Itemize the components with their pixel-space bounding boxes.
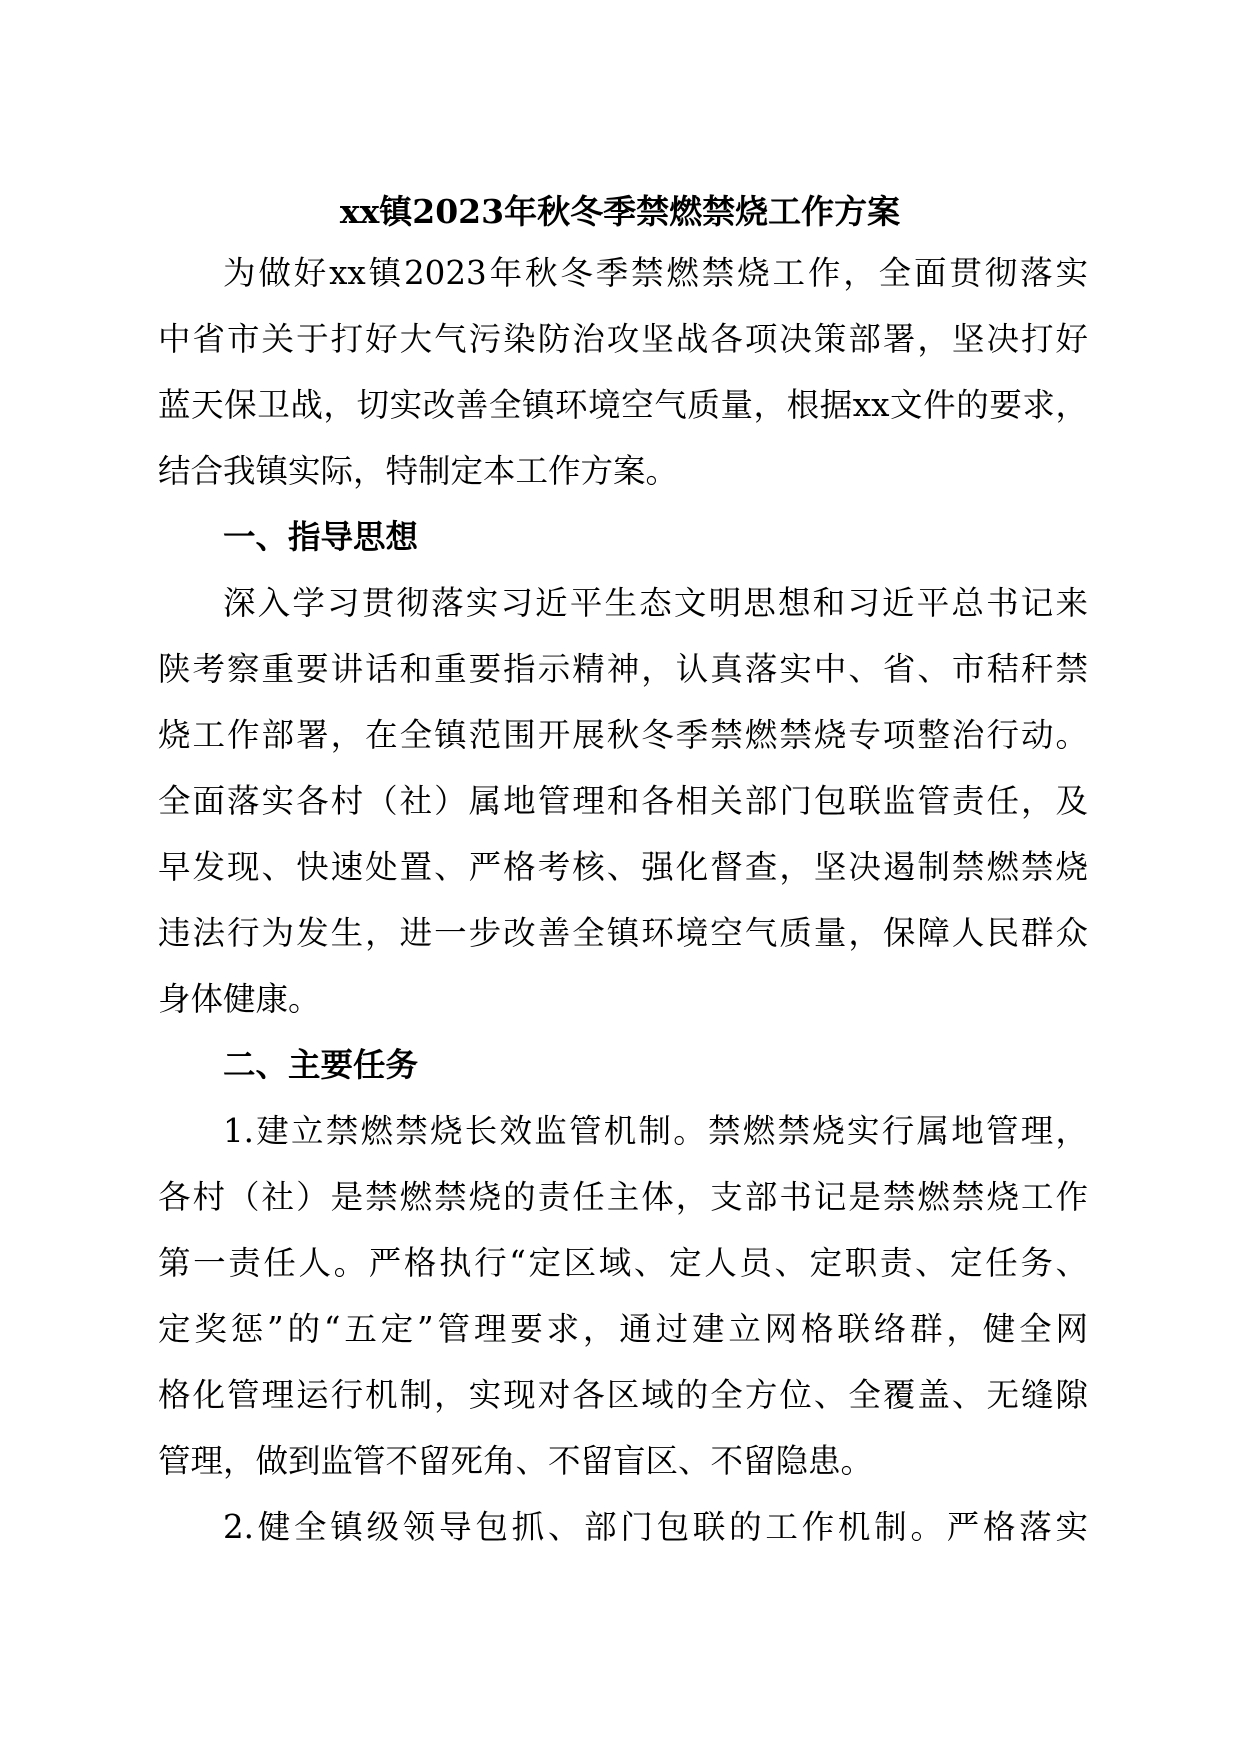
paragraph-line: 1.建立禁燃禁烧长效监管机制。禁燃禁烧实行属地管理， bbox=[223, 1112, 1088, 1150]
paragraph-line: 陕考察重要讲话和重要指示精神，认真落实中、省、市秸秆禁 bbox=[158, 650, 1088, 688]
document-title: xx镇2023年秋冬季禁燃禁烧工作方案 bbox=[339, 192, 901, 231]
paragraph-line: 蓝天保卫战，切实改善全镇环境空气质量，根据xx文件的要求， bbox=[158, 386, 1088, 424]
paragraph-line: 管理，做到监管不留死角、不留盲区、不留隐患。 bbox=[158, 1442, 874, 1480]
paragraph-line: 第一责任人。严格执行“定区域、定人员、定职责、定任务、 bbox=[158, 1244, 1088, 1282]
paragraph-line: 早发现、快速处置、严格考核、强化督查，坚决遏制禁燃禁烧 bbox=[158, 848, 1088, 886]
paragraph-line: 身体健康。 bbox=[158, 980, 321, 1018]
paragraph-line: 为做好xx镇2023年秋冬季禁燃禁烧工作，全面贯彻落实 bbox=[223, 254, 1088, 292]
paragraph-line: 定奖惩”的“五定”管理要求，通过建立网格联络群，健全网 bbox=[158, 1310, 1088, 1348]
paragraph-line: 各村（社）是禁燃禁烧的责任主体，支部书记是禁燃禁烧工作 bbox=[158, 1178, 1088, 1216]
paragraph-line: 格化管理运行机制，实现对各区域的全方位、全覆盖、无缝隙 bbox=[158, 1376, 1088, 1414]
paragraph-line: 违法行为发生，进一步改善全镇环境空气质量，保障人民群众 bbox=[158, 914, 1088, 952]
paragraph-line: 结合我镇实际，特制定本工作方案。 bbox=[158, 452, 679, 490]
section-heading: 一、指导思想 bbox=[223, 518, 419, 556]
section-heading: 二、主要任务 bbox=[223, 1046, 419, 1084]
paragraph-line: 全面落实各村（社）属地管理和各相关部门包联监管责任，及 bbox=[158, 782, 1088, 820]
paragraph-line: 深入学习贯彻落实习近平生态文明思想和习近平总书记来 bbox=[223, 584, 1088, 622]
paragraph-line: 烧工作部署，在全镇范围开展秋冬季禁燃禁烧专项整治行动。 bbox=[158, 716, 1088, 754]
paragraph-line: 2.健全镇级领导包抓、部门包联的工作机制。严格落实 bbox=[223, 1508, 1088, 1546]
paragraph-line: 中省市关于打好大气污染防治攻坚战各项决策部署，坚决打好 bbox=[158, 320, 1088, 358]
